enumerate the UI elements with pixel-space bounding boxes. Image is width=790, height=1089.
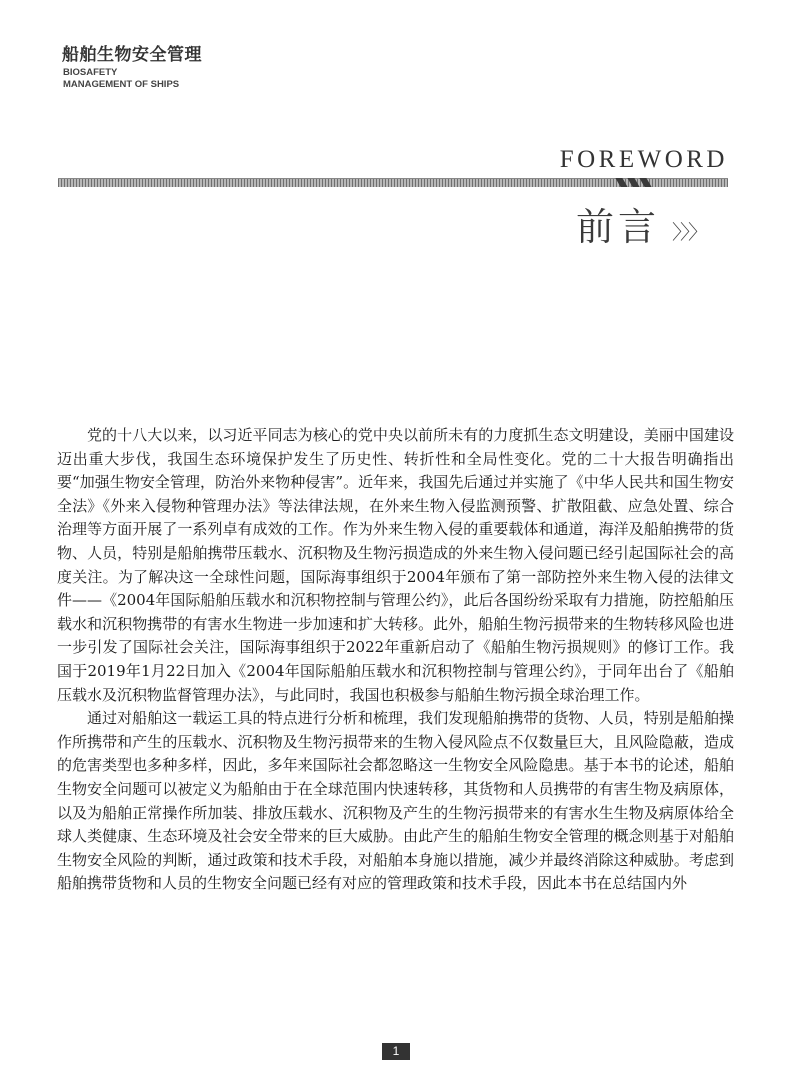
page-number: 1 xyxy=(382,1043,410,1060)
foreword-title-cn: 前言 xyxy=(576,205,661,249)
foreword-body xyxy=(57,424,734,896)
foreword-title-en: FOREWORD xyxy=(559,146,728,173)
rule-stripe xyxy=(615,178,627,187)
book-title-en-line2: MANAGEMENT OF SHIPS xyxy=(63,79,180,90)
rule-stripe xyxy=(627,178,639,187)
book-title-en-line1: BIOSAFETY xyxy=(63,67,118,78)
book-title-en xyxy=(63,67,179,91)
book-title-cn: 船舶生物安全管理 xyxy=(62,45,202,65)
decorative-rule xyxy=(58,178,728,187)
chevron-right-icon: 〉〉〉 xyxy=(672,220,706,244)
paragraph: 党的十八大以来，以习近平同志为核心的党中央以前所未有的力度抓生态文明建设，美丽中国建设迈出重大步伐，我国生态环境保护发生了历史性、转折性和全局性变化。党的二十大报告明确指出要“加强生物安全管理，防治外来物种侵害”。近年来，我国先后通过并实施了《中华人民共和国生物安全法》《外来入侵物种管理办法》等法律法规，在外来生物入侵监测预警、扩散阻截、应急处置、综合治理等方面开展了一系列卓有成效的工作。作为外来生物入侵的重要载体和通道，海洋及船舶携带的货物、人员，特别是船舶携带压载水、沉积物及生物污损造成的外来生物入侵问题已经引起国际社会的高度关注。为了解决这一全球性问题，国际海事组织于2004年颁布了第一部防控外来生物入侵的法律文件——《2004年国际船舶压载水和沉积物控制与管理公约》，此后各国纷纷采取有力措施，防控船舶压载水和沉积物携带的有害水生物进一步加速和扩大转移。此外，船舶生物污损带来的生物转移风险也进一步引发了国际社会关注，国际海事组织于2022年重新启动了《船舶生物污损规则》的修订工作。我国于2019年1月22日加入《2004年国际船舶压载水和沉积物控制与管理公约》，于同年出台了《船舶压载水及沉积物监督管理办法》，与此同时，我国也积极参与船舶生物污损全球治理工作。 xyxy=(57,426,734,704)
paragraph: 通过对船舶这一载运工具的特点进行分析和梳理，我们发现船舶携带的货物、人员，特别是船舶操作所携带和产生的压载水、沉积物及生物污损带来的生物入侵风险点不仅数量巨大，且风险隐蔽，造成的危害类型也多种多样，因此，多年来国际社会都忽略这一生物安全风险隐患。基于本书的论述，船舶生物安全问题可以被定义为船舶由于在全球范围内快速转移，其货物和人员携带的有害生物及病原体，以及为船舶正常操作所加装、排放压载水、沉积物及产生的生物污损带来的有害水生生物及病原体给全球人类健康、生态环境及社会安全带来的巨大威胁。由此产生的船舶生物安全管理的概念则基于对船舶生物安全风险的判断，通过政策和技术手段，对船舶本身施以措施，减少并最终消除这种威胁。考虑到船舶携带货物和人员的生物安全问题已经有对应的管理政策和技术手段，因此本书在总结国内外 xyxy=(57,709,734,893)
rule-stripe xyxy=(639,178,651,187)
